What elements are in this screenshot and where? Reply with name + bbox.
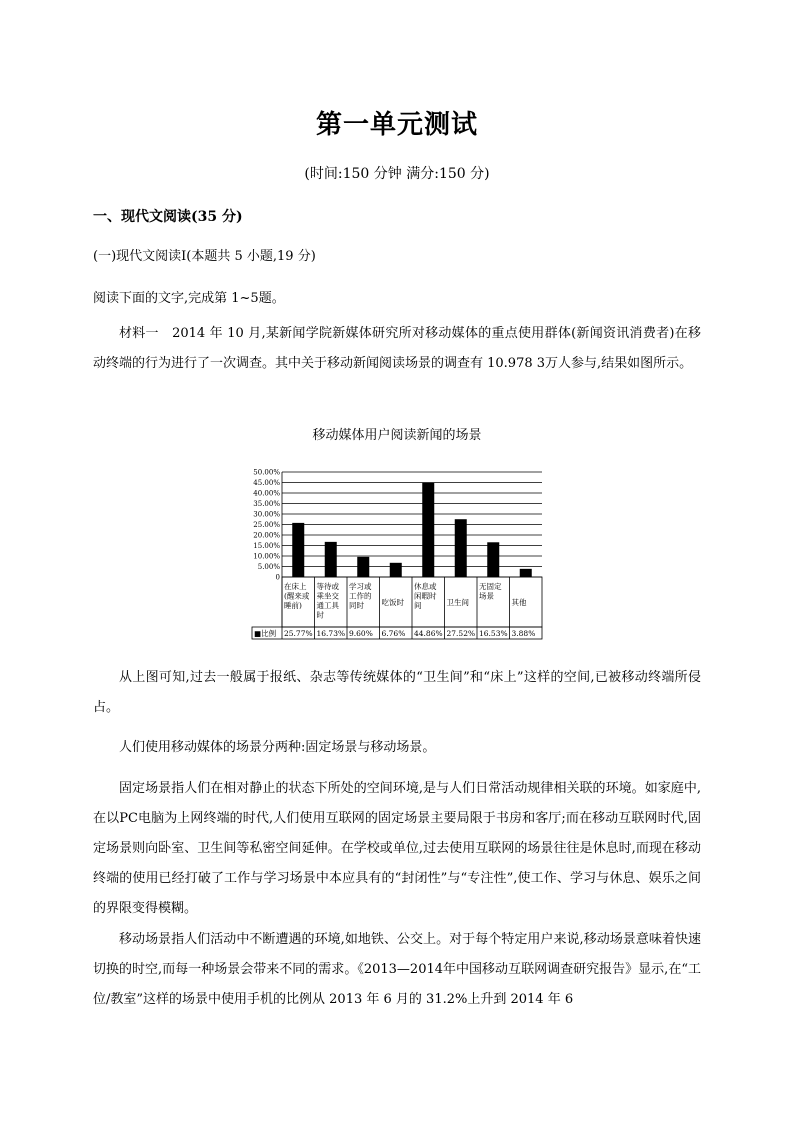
instruction-text: 阅读下面的文字,完成第 1~5题。 <box>93 291 285 306</box>
chart-title: 移动媒体用户阅读新闻的场景 <box>312 428 482 443</box>
document-subtitle: (时间:150 分钟 满分:150 分) <box>304 166 490 182</box>
value-label: 16.73% <box>316 629 346 638</box>
legend-entry: ■比例 <box>254 629 277 638</box>
bar <box>520 569 532 577</box>
y-tick-label: 35.00% <box>253 500 280 508</box>
y-tick-label: 45.00% <box>253 479 280 487</box>
value-label: 3.88% <box>511 629 536 638</box>
y-tick-label: 40.00% <box>253 489 280 498</box>
bar <box>455 519 467 577</box>
value-label: 16.53% <box>479 629 508 638</box>
bar <box>357 557 369 577</box>
y-tick-label: 20.00% <box>253 531 280 540</box>
value-label: 27.52% <box>446 629 476 638</box>
value-label: 44.86% <box>414 629 443 638</box>
category-label: 吃饭时 <box>381 598 404 607</box>
mobile-scene-paragraph: 移动场景指人们活动中不断遭遇的环境,如地铁、公交上。对于每个特定用户来说,移动场景意味着快速切换的时空,而每一种场景会带来不同的需求。《2013—2014年中国移动互联网调查研究报告》显示,在“工位/教室”这样的场景中使用手机的比例从 2013 年 6 月的 31.2%上升到 2014 年 6 <box>93 932 701 1007</box>
material-one-paragraph: 材料一 2014 年 10 月,某新闻学院新媒体研究所对移动媒体的重点使用群体(新闻资讯消费者)在移动终端的行为进行了一次调查。其中关于移动新闻阅读场景的调查有 10.978 3万人参与,结果如图所示。 <box>93 326 701 371</box>
document-title: 第一单元测试 <box>315 110 478 140</box>
section-heading: 一、现代文阅读(35 分) <box>93 209 243 225</box>
value-label: 9.60% <box>349 629 373 638</box>
bar-chart <box>230 462 560 644</box>
value-label: 6.76% <box>381 629 406 638</box>
bar <box>325 542 337 577</box>
fixed-scene-paragraph: 固定场景指人们在相对静止的状态下所处的空间环境,是与人们日常活动规律相关联的环境。如家庭中,在以PC电脑为上网终端的时代,人们使用互联网的固定场景主要局限于书房和客厅;而在移动互联网时代,固定场景则向卧室、卫生间等私密空间延伸。在学校或单位,过去使用互联网的场景往往是休息时,而现在移动终端的使用已经打破了工作与学习场景中本应具有的“封闭性”与“专注性”,使工作、学习与休息、娱乐之间的界限变得模糊。 <box>93 781 701 916</box>
subsection-heading: (一)现代文阅读Ⅰ(本题共 5 小题,19 分) <box>93 249 316 264</box>
y-tick-label: 50.00% <box>253 468 280 477</box>
y-tick-label: 10.00% <box>253 552 280 561</box>
y-tick-label: 30.00% <box>253 510 280 519</box>
category-label: 其他 <box>511 598 527 607</box>
paragraph-after-chart: 从上图可知,过去一般属于报纸、杂志等传统媒体的“卫生间”和“床上”这样的空间,已被移动终端所侵占。 <box>93 670 701 715</box>
category-label: 无固定场景 <box>479 582 502 601</box>
bar <box>390 563 402 577</box>
value-label: 25.77% <box>284 629 313 638</box>
category-label: 休息或闲暇时间 <box>414 582 437 610</box>
y-tick-label: 25.00% <box>253 521 280 529</box>
bar <box>422 483 434 577</box>
y-tick-label: 15.00% <box>253 542 280 550</box>
category-label: 等待或乘坐交通工具时 <box>316 582 339 620</box>
scene-types-paragraph: 人们使用移动媒体的场景分两种:固定场景与移动场景。 <box>119 740 436 755</box>
category-label: 学习或工作的同时 <box>349 582 372 610</box>
category-label: 卫生间 <box>446 598 469 607</box>
y-tick-label: 0 <box>275 573 280 582</box>
bar <box>487 542 499 577</box>
category-label: 在床上(醒来或睡前) <box>284 582 310 610</box>
y-tick-label: 5.00% <box>257 563 280 571</box>
bar <box>292 523 304 577</box>
